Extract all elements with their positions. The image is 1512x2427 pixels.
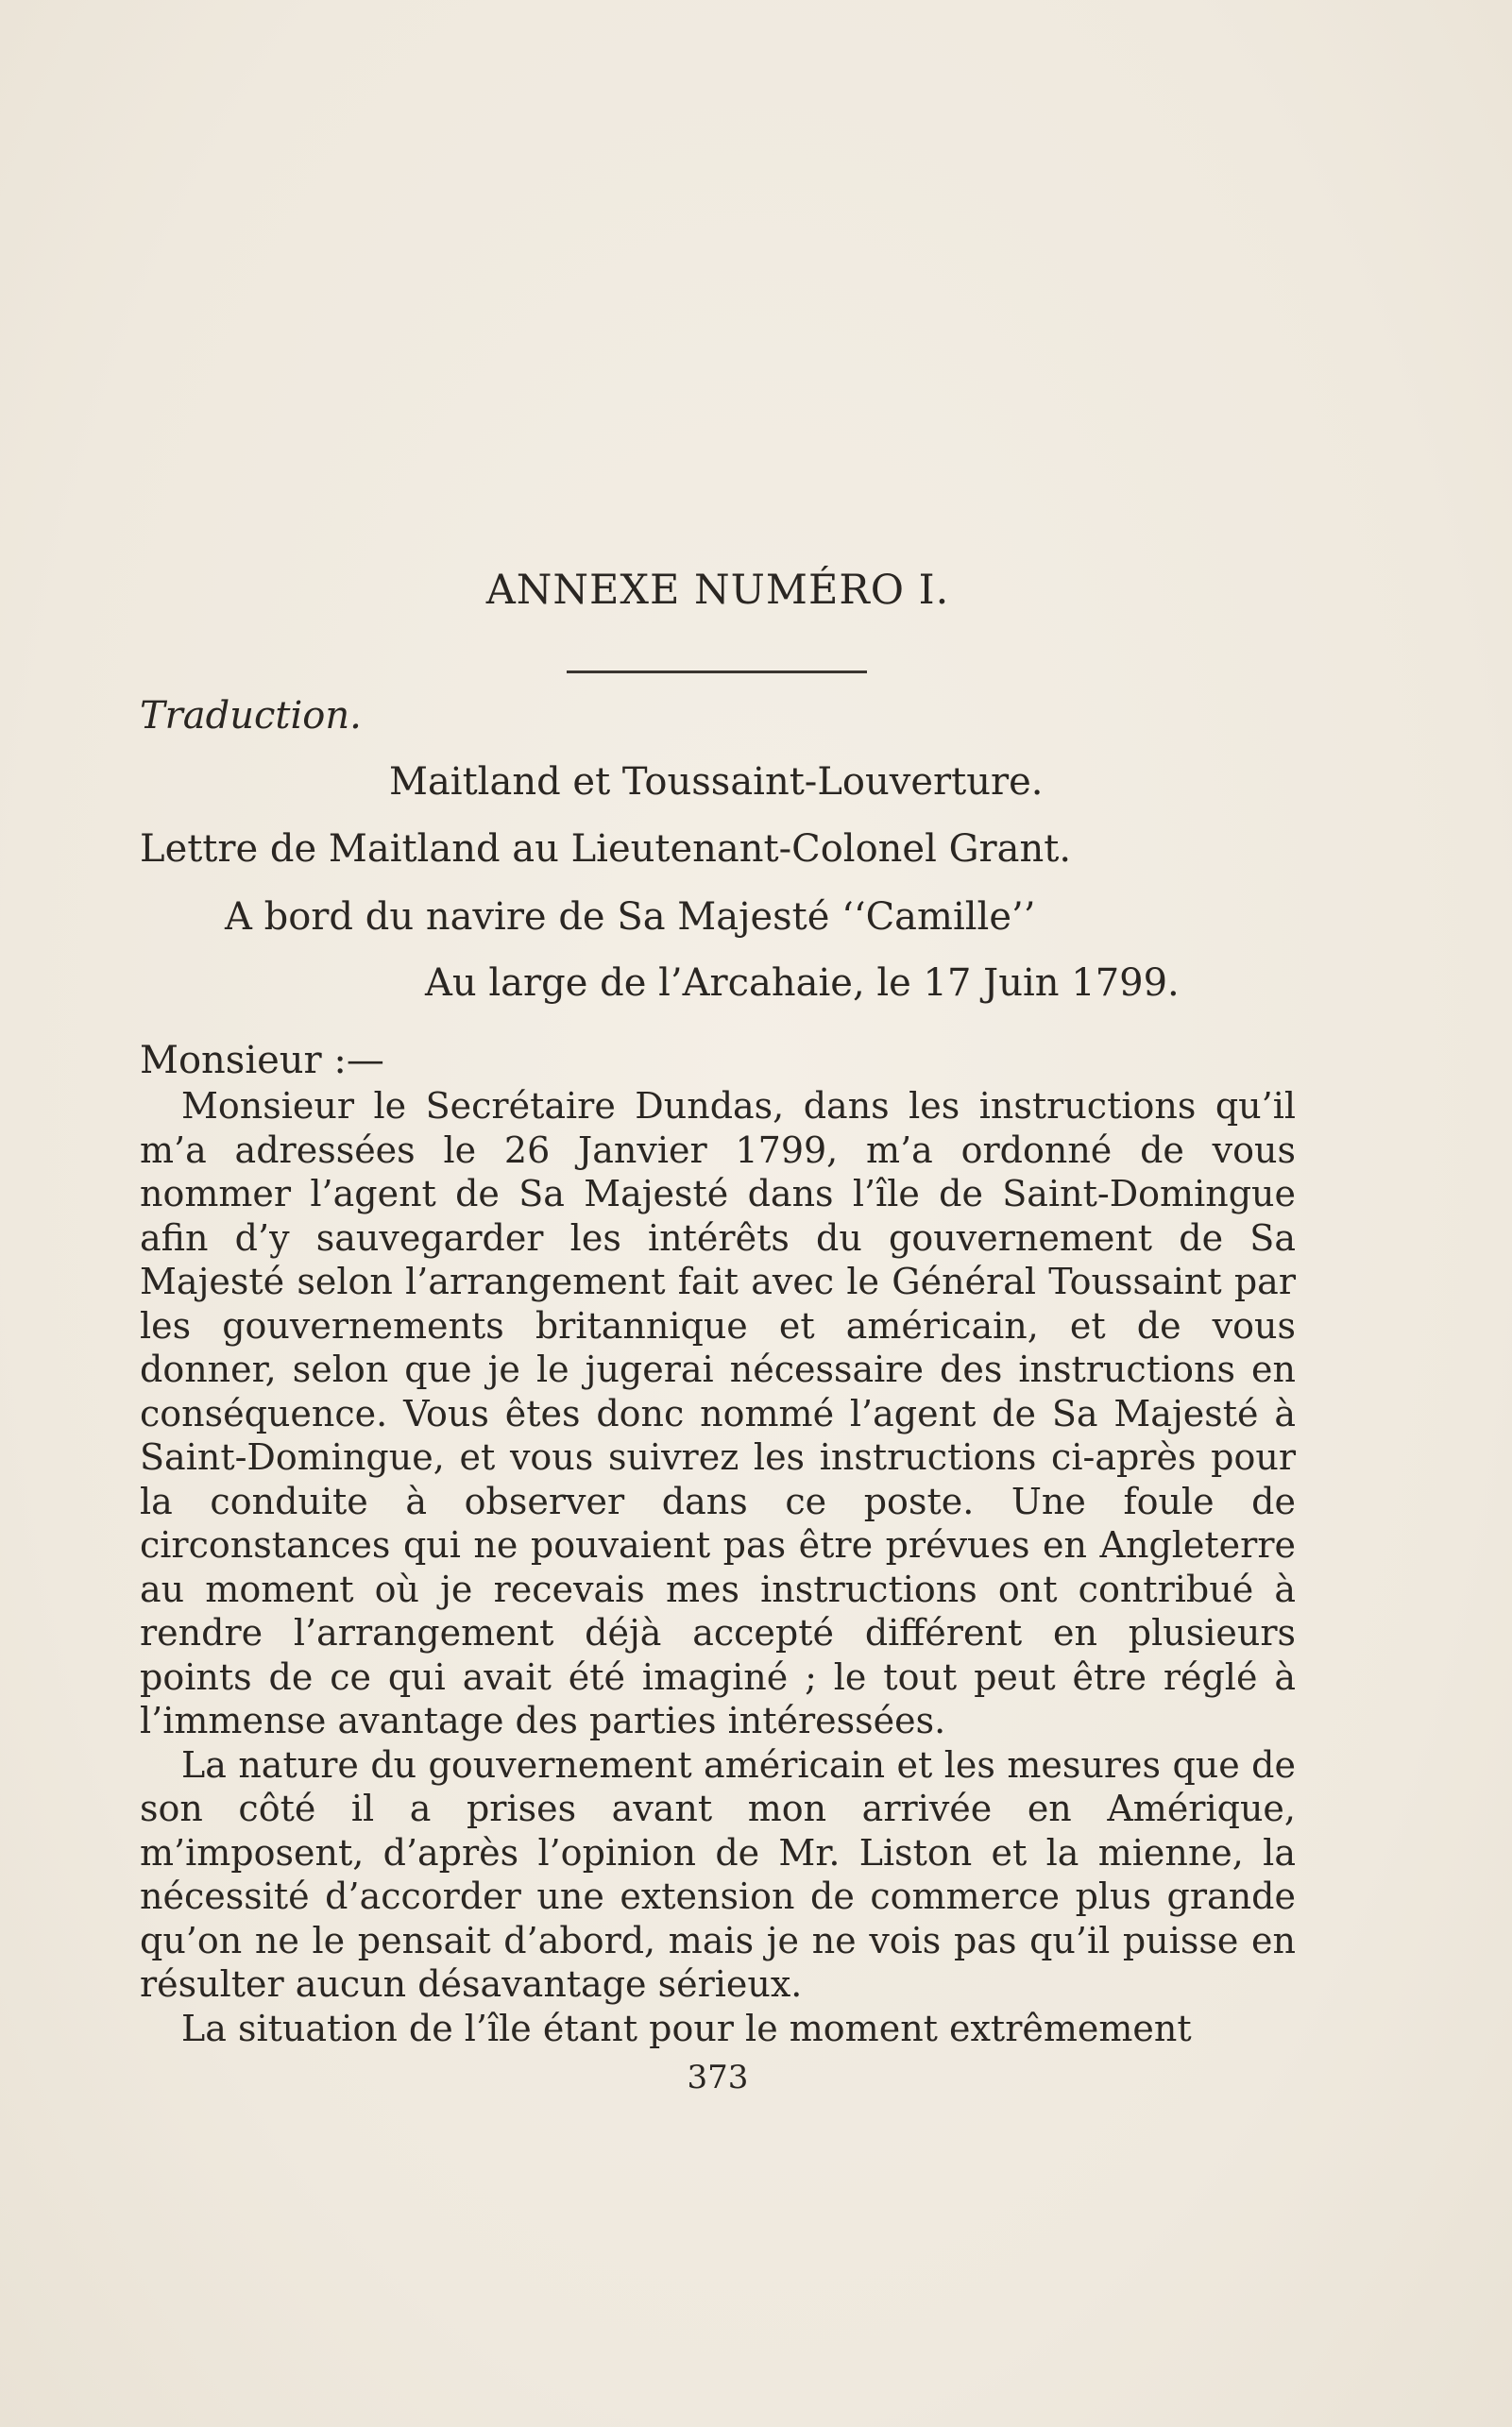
body-paragraph: La nature du gouvernement américain et les mesures que de son côté il a prises avant mon arrivée en Amérique, m’imposent, d’après l’opinion de Mr. Liston et la mienne, la nécessité d’accorder une extension de commerce plus grande qu’on ne le pensait d’abord, mais je ne vois pas qu’il puisse en résulter aucun désavantage sérieux. (140, 1743, 1296, 2005)
body-paragraph: Monsieur le Secrétaire Dundas, dans les instructions qu’il m’a adressées le 26 Janvier 1799, m’a ordonné de vous nommer l’agent de Sa Majesté dans l’île de Saint-Domingue afin d’y sauvegarder les intérêts du gouvernement de Sa Majesté selon l’arrangement fait avec le Général Toussaint par les gouvernements britannique et américain, et de vous donner, selon que je le jugerai nécessaire des instructions en conséquence. Vous êtes donc nommé l’agent de Sa Majesté à Saint-Domingue, et vous suivrez les instructions ci-après pour la conduite à observer dans ce poste. Une foule de circonstances qui ne pouvaient pas être prévues en Angleterre au moment où je recevais mes instructions ont contribué à rendre l’arrangement déjà accepté différent en plusieurs points de ce qui avait été imaginé ; le tout peut être réglé à l’immense avantage des parties intéressées. (140, 1085, 1296, 1741)
letter-body (140, 1084, 1296, 2050)
body-paragraph: La situation de l’île étant pour le moment extrêmement (181, 2007, 1192, 2049)
letter-date-line: Au large de l’Arcahaie, le 17 Juin 1799. (425, 961, 1180, 1005)
annex-heading: ANNEXE NUMÉRO I. (485, 567, 950, 614)
letter-title-line: Lettre de Maitland au Lieutenant-Colonel Grant. (140, 827, 1072, 871)
letter-title-line: A bord du navire de Sa Majesté ‘‘Camille’’ (225, 895, 1036, 939)
heading-rule (567, 670, 867, 673)
salutation: Monsieur :— (140, 1039, 384, 1082)
letter-title-line: Maitland et Toussaint-Louverture. (389, 760, 1044, 804)
page-number: 373 (687, 2059, 749, 2096)
traduction-label: Traduction. (140, 694, 362, 738)
